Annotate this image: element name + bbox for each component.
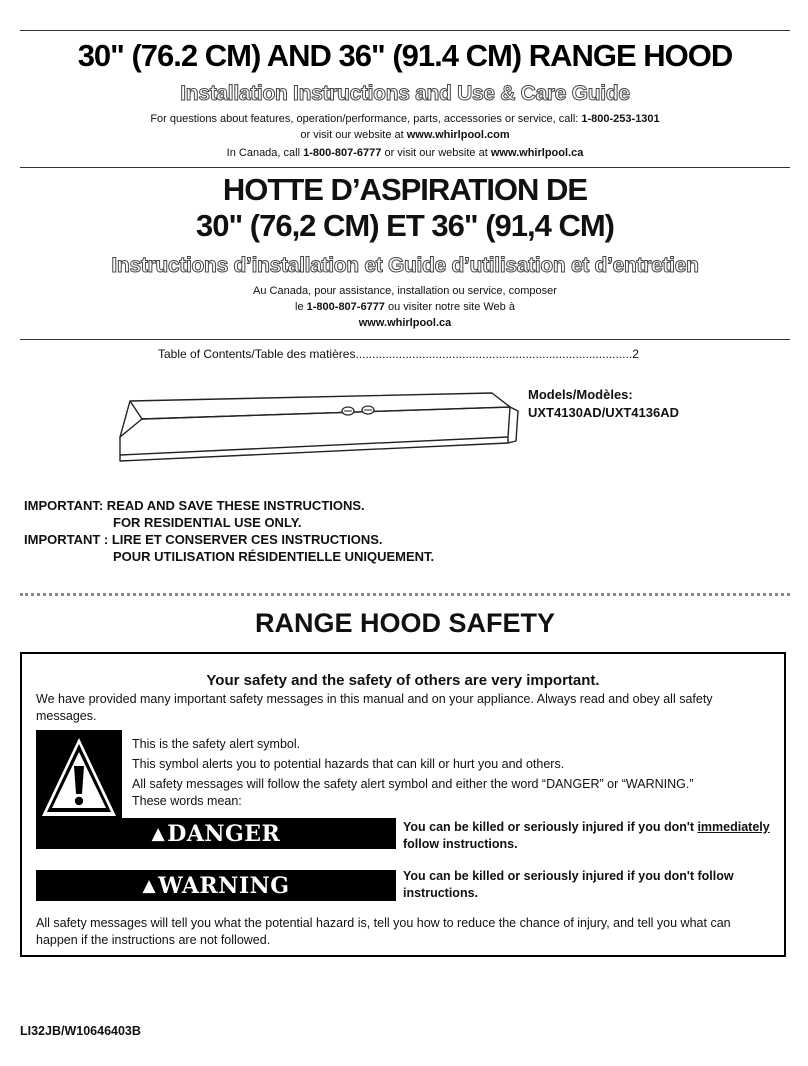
divider-rule-1 (20, 167, 790, 168)
danger-text-underlined: immediately (697, 820, 770, 834)
contact-french (20, 283, 790, 331)
safety-message-box (20, 652, 786, 957)
warning-label: WARNING (158, 872, 290, 899)
contact-english (20, 111, 790, 143)
title-french-line1: HOTTE D’ASPIRATION DE (222, 172, 588, 207)
contact-fr-phone: 1-800-807-6777 (306, 301, 385, 313)
contact-fr-line2-prefix: le (295, 301, 307, 313)
toc-leader: ................................................................................... (355, 347, 633, 361)
warning-description: You can be killed or seriously injured if you don't follow instructions. (403, 869, 734, 900)
website-us[interactable]: www.whirlpool.com (406, 129, 510, 141)
danger-text-b: follow instructions. (403, 837, 518, 851)
canada-mid: or visit our website at (381, 147, 491, 159)
alert-text-2: This symbol alerts you to potential hazards that can kill or hurt you and others. (132, 757, 565, 771)
models-label: Models/Modèles: (528, 387, 633, 402)
danger-label: DANGER (167, 820, 281, 847)
title-english: 30" (76.2 CM) AND 36" (91.4 CM) RANGE HOOD (77, 38, 733, 73)
website-canada[interactable]: www.whirlpool.ca (490, 147, 584, 159)
safety-intro: We have provided many important safety messages in this manual and on your appliance. Always read and obey all safety messages. (36, 692, 713, 723)
safety-closing: All safety messages will tell you what the potential hazard is, tell you how to reduce the chance of injury, and tell you what can happen if the instructions are not followed. (36, 916, 731, 947)
contact-line1-text: For questions about features, operation/performance, parts, accessories or service, call: (150, 113, 582, 125)
divider-rule-2 (20, 339, 790, 340)
alert-text-4: These words mean: (132, 794, 242, 808)
range-hood-illustration (112, 385, 522, 480)
contact-fr-line2-suffix: ou visiter notre site Web à (384, 301, 515, 313)
subtitle-english: Installation Instructions and Use & Care Guide (180, 82, 630, 105)
toc-label: Table of Contents/Table des matières (158, 347, 356, 361)
canada-prefix: In Canada, call (226, 147, 304, 159)
table-of-contents-entry[interactable] (158, 347, 639, 361)
canada-phone: 1-800-807-6777 (303, 147, 382, 159)
document-code: LI32JB/W10646403B (20, 1024, 141, 1038)
subtitle-french: Instructions d’installation et Guide d’utilisation et d’entretien (111, 254, 699, 277)
alert-text-1: This is the safety alert symbol. (132, 737, 301, 751)
important-line1: IMPORTANT: READ AND SAVE THESE INSTRUCTIONS. (24, 498, 365, 513)
safety-alert-symbol-icon (36, 730, 122, 829)
important-notice (24, 497, 434, 565)
toc-page: 2 (632, 347, 639, 361)
top-rule (20, 30, 790, 31)
warning-alert-icon: ▲ (142, 875, 157, 896)
danger-alert-icon: ▲ (151, 823, 166, 844)
contact-canada-english (20, 145, 790, 161)
title-french (20, 172, 790, 244)
contact-phone-us: 1-800-253-1301 (581, 113, 660, 125)
dotted-separator (20, 593, 790, 596)
important-line3: IMPORTANT : LIRE ET CONSERVER CES INSTRUCTIONS. (24, 532, 383, 547)
danger-signal-word (36, 818, 396, 849)
danger-description (403, 819, 783, 853)
alert-text-3: All safety messages will follow the safety alert symbol and either the word “DANGER” or “WARNING.” (132, 777, 694, 791)
title-french-line2: 30" (76,2 CM) ET 36" (91,4 CM) (195, 208, 615, 243)
models-list: UXT4130AD/UXT4136AD (528, 405, 680, 420)
model-numbers (528, 386, 679, 422)
contact-fr-line1: Au Canada, pour assistance, installation ou service, composer (253, 285, 557, 297)
safety-heading: Your safety and the safety of others are very important. (206, 672, 600, 689)
important-line2: FOR RESIDENTIAL USE ONLY. (113, 515, 302, 530)
warning-signal-word (36, 870, 396, 901)
danger-text-a: You can be killed or seriously injured if you don't (403, 820, 698, 834)
website-fr[interactable]: www.whirlpool.ca (358, 317, 452, 329)
important-line4: POUR UTILISATION RÉSIDENTIELLE UNIQUEMENT. (113, 549, 435, 564)
contact-line2-text: or visit our website at (300, 129, 407, 141)
safety-section-title: RANGE HOOD SAFETY (254, 608, 556, 638)
